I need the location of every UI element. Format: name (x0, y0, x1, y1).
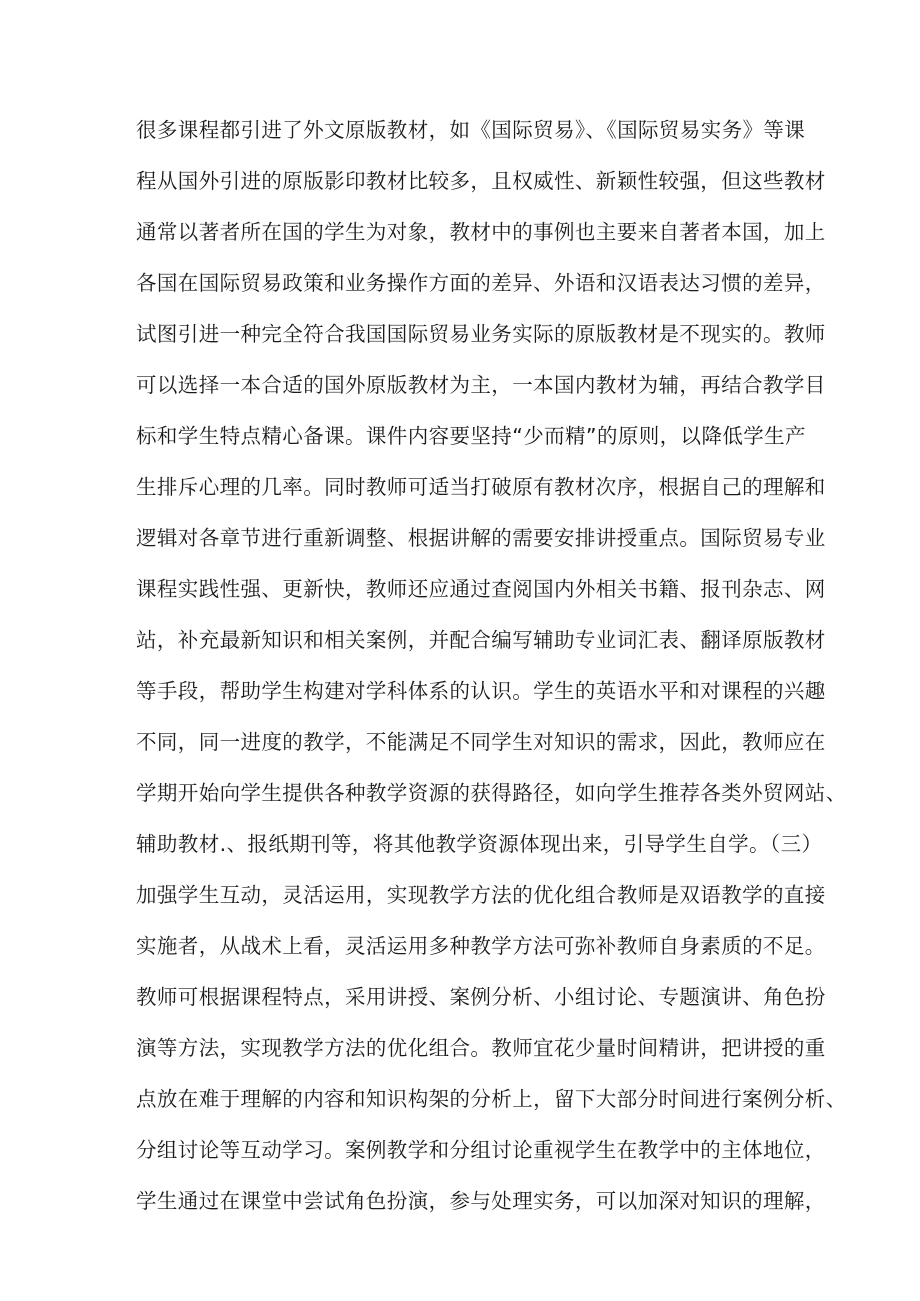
text-line: 教师可根据课程特点，采用讲授、案例分析、小组讨论、专题演讲、角色扮 (136, 985, 826, 1009)
text-line: 可以选择一本合适的国外原版教材为主，一本国内教材为辅，再结合教学目 (136, 373, 826, 397)
text-line: 点放在难于理解的内容和知识构架的分析上，留下大部分时间进行案例分析、 (136, 1087, 847, 1111)
text-line: 标和学生特点精心备课。课件内容要坚持“少而精”的原则，以降低学生产 (136, 424, 806, 448)
text-line: 试图引进一种完全符合我国国际贸易业务实际的原版教材是不现实的。教师 (136, 322, 826, 346)
text-line: 课程实践性强、更新快，教师还应通过查阅国内外相关书籍、报刊杂志、网 (136, 577, 826, 601)
text-line: 程从国外引进的原版影印教材比较多，且权威性、新颖性较强，但这些教材 (136, 169, 826, 193)
text-line: 学期开始向学生提供各种教学资源的获得路径，如向学生推荐各类外贸网站、 (136, 781, 847, 805)
text-line: 通常以著者所在国的学生为对象，教材中的事例也主要来自著者本国，加上 (136, 220, 826, 244)
text-line: 实施者，从战术上看，灵活运用多种教学方法可弥补教师自身素质的不足。 (136, 934, 826, 958)
text-line: 不同，同一进度的教学，不能满足不同学生对知识的需求，因此，教师应在 (136, 730, 826, 754)
text-line: 等手段，帮助学生构建对学科体系的认识。学生的英语水平和对课程的兴趣 (136, 679, 826, 703)
text-line: 站，补充最新知识和相关案例，并配合编写辅助专业词汇表、翻译原版教材 (136, 628, 826, 652)
text-line: 生排斥心理的几率。同时教师可适当打破原有教材次序，根据自己的理解和 (136, 475, 826, 499)
text-line: 加强学生互动，灵活运用，实现教学方法的优化组合教师是双语教学的直接 (136, 883, 826, 907)
text-line: 很多课程都引进了外文原版教材，如《国际贸易》、《国际贸易实务》等课 (136, 118, 806, 142)
text-line: 演等方法，实现教学方法的优化组合。教师宜花少量时间精讲，把讲授的重 (136, 1036, 826, 1060)
text-line: 逻辑对各章节进行重新调整、根据讲解的需要安排讲授重点。国际贸易专业 (136, 526, 826, 550)
text-line: 各国在国际贸易政策和业务操作方面的差异、外语和汉语表达习惯的差异， (136, 271, 826, 295)
text-line: 辅助教材.、报纸期刊等，将其他教学资源体现出来，引导学生自学。（三） (136, 832, 823, 856)
text-line: 分组讨论等互动学习。案例教学和分组讨论重视学生在教学中的主体地位， (136, 1138, 826, 1162)
text-line: 学生通过在课堂中尝试角色扮演，参与处理实务，可以加深对知识的理解， (136, 1189, 826, 1213)
